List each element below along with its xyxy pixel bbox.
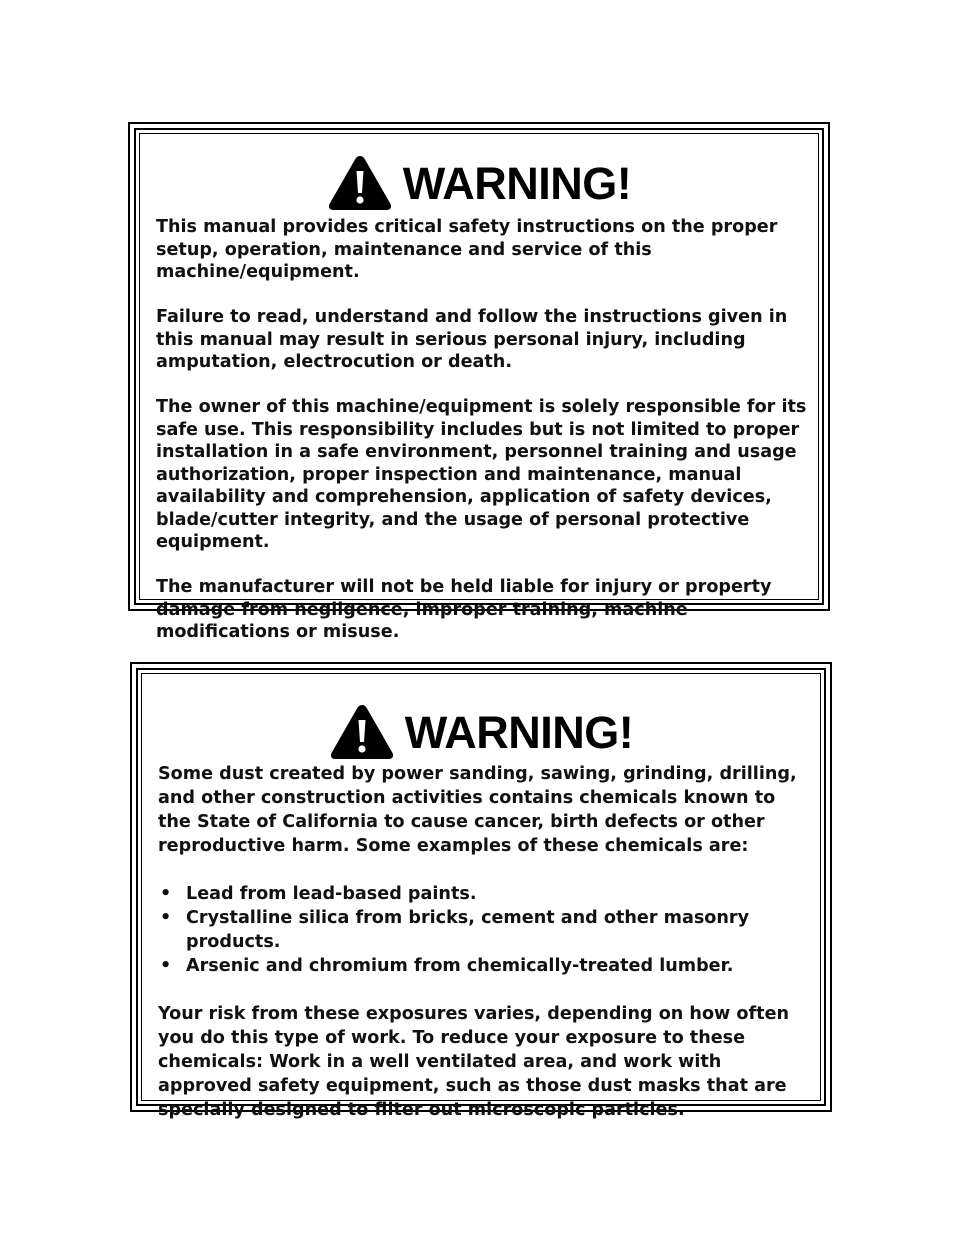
warning-paragraph: The manufacturer will not be held liable for injury or property damage from negligence, improper training, machine modifications or misuse. xyxy=(156,577,772,642)
list-item: • Arsenic and chromium from chemically-treated lumber. xyxy=(158,954,810,978)
warning-paragraph: Failure to read, understand and follow the instructions given in this manual may result in serious personal injury, including amputation, electrocution or death. xyxy=(156,307,788,372)
warning-heading xyxy=(140,154,818,212)
warning-heading xyxy=(142,703,820,761)
list-item: • Crystalline silica from bricks, cement and other masonry products. xyxy=(158,906,810,954)
warning-title: WARNING! xyxy=(402,157,632,209)
warning-triangle-icon xyxy=(327,154,393,212)
warning-box-border xyxy=(134,128,824,642)
warning-box-content xyxy=(139,133,819,642)
warning-title: WARNING! xyxy=(404,706,634,758)
warning-box-dust xyxy=(130,662,832,1120)
warning-body xyxy=(158,762,810,1146)
warning-intro: Some dust created by power sanding, sawing, grinding, drilling, and other construction activities contains chemicals known to the State of California to cause cancer, birth defects or other reproductive harm. Some examples of these chemicals are: xyxy=(158,764,797,856)
warning-closing: Your risk from these exposures varies, depending on how often you do this type of work. To reduce your exposure to these chemicals: Work in a well ventilated area, and work with approved safety equipment, such as those dust masks that are specially designed to filter out microscopic particles. xyxy=(158,1004,790,1120)
warning-box-manual xyxy=(128,122,830,642)
warning-box-content xyxy=(141,673,821,1120)
chemical-list xyxy=(158,882,810,978)
list-item: • Lead from lead-based paints. xyxy=(158,882,810,906)
warning-body xyxy=(156,216,808,666)
warning-box-border xyxy=(136,668,826,1120)
warning-triangle-icon xyxy=(329,703,395,761)
warning-paragraph: This manual provides critical safety instructions on the proper setup, operation, maintenance and service of this machine/equipment. xyxy=(156,217,778,282)
warning-paragraph: The owner of this machine/equipment is solely responsible for its safe use. This responsibility includes but is not limited to proper installation in a safe environment, personnel training and usage authorization, proper inspection and maintenance, manual availability and comprehension, application of safety devices, blade/cutter integrity, and the usage of personal protective equipment. xyxy=(156,397,807,552)
